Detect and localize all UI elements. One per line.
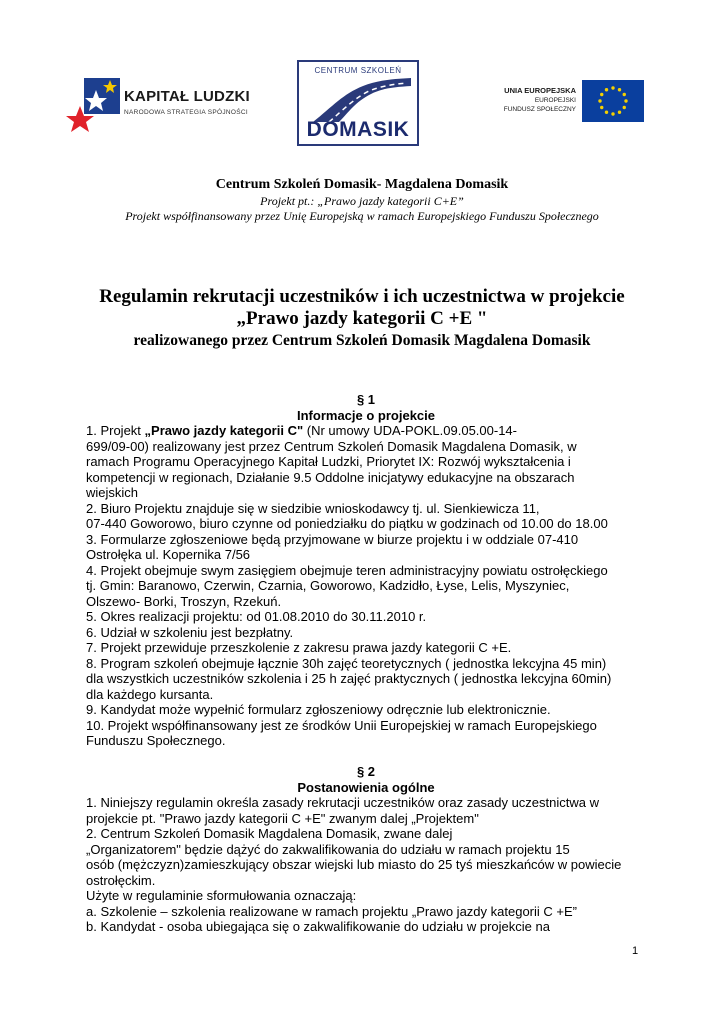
eu-line-1: UNIA EUROPEJSKA [504,86,576,95]
text-line: kompetencji w regionach, Działanie 9.5 Oddolne inicjatywy edukacyjne na obszarach [86,469,575,485]
project-name: Projekt pt.: „Prawo jazdy kategorii C+E” [260,194,464,208]
eu-star-icon [598,99,601,102]
text-line: dla każdego kursanta. [86,686,214,702]
text-line: 699/09-00) realizowany jest przez Centrum Szkoleń Domasik Magdalena Domasik, w [86,438,577,454]
text-line: 4. Projekt obejmuje swym zasięgiem obejmuje teren administracyjny powiatu ostrołęckiego [86,562,608,578]
domasik-top-text: CENTRUM SZKOLEŃ [314,66,402,75]
text-line: 1. Niniejszy regulamin określa zasady rekrutacji uczestników oraz zasady uczestnictwa w [86,795,599,810]
section-1 [86,392,646,749]
text-line: Ostrołęka ul. Kopernika 7/56 [86,547,251,562]
text-line: 6. Udział w szkoleniu jest bezpłatny. [86,624,294,640]
text-line: 07-440 Goworowo, biuro czynne od poniedziałku do piątku w godzinach od 10.00 do 18.00 [86,516,608,531]
text-line: 8. Program szkoleń obejmuje łącznie 30h zajęć teoretycznych ( jednostka lekcyjna 45 min) [86,655,607,671]
eu-star-icon [624,99,627,102]
section-2-number: § 2 [356,764,376,779]
domasik-name: DOMASIK [306,118,410,141]
text-line: 3. Formularze zgłoszeniowe będą przyjmowane w biurze projektu i w oddziale 07-410 [86,531,579,547]
text-line: 2. Biuro Projektu znajduje się w siedzibie wnioskodawcy tj. ul. Sienkiewicza 11, [86,500,540,516]
section-1-line-1 [86,423,646,439]
eu-star-icon [623,106,626,109]
eu-star-icon [605,111,608,114]
eu-star-icon [600,106,603,109]
text-line: tj. Gmin: Baranowo, Czerwin, Czarnia, Goworowo, Kadzidło, Łyse, Lelis, Myszyniec, [86,578,570,593]
text-line: Funduszu Społecznego. [86,733,226,748]
document-title [60,286,664,352]
text-line: 10. Projekt współfinansowany jest ze środków Unii Europejskiej w ramach Europejskiego [86,717,597,733]
kapital-ludzki-subtitle: NARODOWA STRATEGIA SPÓJNOŚCI [124,109,248,116]
title-line-3: realizowanego przez Centrum Szkoleń Domasik Magdalena Domasik [133,332,591,349]
title-line-1: Regulamin rekrutacji uczestników i ich uczestnictwa w projekcie [99,286,625,307]
kapital-ludzki-title: KAPITAŁ LUDZKI [124,88,250,105]
eu-star-icon [618,111,621,114]
organizer-name: Centrum Szkoleń Domasik- Magdalena Domasik [215,177,509,192]
text-line: 5. Okres realizacji projektu: od 01.08.2010 do 30.11.2010 r. [86,609,427,624]
line-suffix: (Nr umowy UDA-POKL.09.05.00-14- [303,423,517,438]
eu-logo-text [488,86,576,113]
text-line: b. Kandydat - osoba ubiegająca się o zakwalifikowanie do udziału w projekcie na [86,919,550,934]
text-line: osób (mężczyzn)zamieszkujący obszar wiejski lub miasto do 25 tyś mieszkańców w powiecie [86,857,622,872]
page-number: 1 [632,945,639,957]
text-line: ramach Programu Operacyjnego Kapitał Ludzki, Priorytet IX: Rozwój wykształcenia i [86,454,571,469]
section-1-number: § 1 [356,392,376,407]
text-line: Użyte w regulaminie sformułowania oznaczają: [86,888,357,903]
text-line: ostrołęckim. [86,872,156,888]
eu-star-icon [600,93,603,96]
section-1-heading: Informacje o projekcie [297,407,435,423]
project-name-bold: „Prawo jazdy kategorii C" [144,423,304,438]
text-line: a. Szkolenie – szkolenia realizowane w ramach projektu „Prawo jazdy kategorii C +E” [86,903,577,919]
title-line-2: „Prawo jazdy kategorii C +E " [236,308,488,329]
road-icon [303,76,413,124]
eu-star-icon [605,88,608,91]
text-line: 9. Kandydat może wypełnić formularz zgłoszeniowy odręcznie lub elektronicznie. [86,702,551,717]
eu-line-2: EUROPEJSKI [534,97,576,104]
eu-line-3: FUNDUSZ SPOŁECZNY [503,106,576,113]
line-prefix: 1. Projekt [86,423,145,438]
text-line: wiejskich [86,485,139,500]
text-line: „Organizatorem" będzie dążyć do zakwalifikowania do udziału w ramach projektu 15 [86,841,570,857]
eu-star-icon [611,112,614,115]
eu-flag-icon [582,80,644,122]
text-line: dla wszystkich uczestników szkolenia i 25 h zajęć praktycznych ( jednostka lekcyjna 60min) [86,671,612,686]
kapital-ludzki-star-icon [66,76,122,132]
eu-star-icon [611,86,614,89]
text-line: Olszewo- Borki, Troszyn, Rzekuń. [86,593,282,609]
text-line: 7. Projekt przewiduje przeszkolenie z zakresu prawa jazdy kategorii C +E. [86,640,512,655]
eu-star-icon [623,93,626,96]
logo-row [0,56,724,156]
domasik-logo [297,60,419,146]
kapital-ludzki-logo [66,76,278,132]
text-line: projekcie pt. "Prawo jazdy kategorii C +E" zwanym dalej „Projektem" [86,810,479,826]
section-2-lines [86,795,646,935]
document-header [60,176,664,224]
section-2-heading: Postanowienia ogólne [297,779,435,795]
section-2 [86,764,646,935]
section-1-lines [86,439,646,749]
cofinancing-note: Projekt współfinansowany przez Unię Europejską w ramach Europejskiego Funduszu Społecznego [125,209,599,223]
eu-star-icon [618,88,621,91]
text-line: 2. Centrum Szkoleń Domasik Magdalena Domasik, zwane dalej [86,826,453,841]
